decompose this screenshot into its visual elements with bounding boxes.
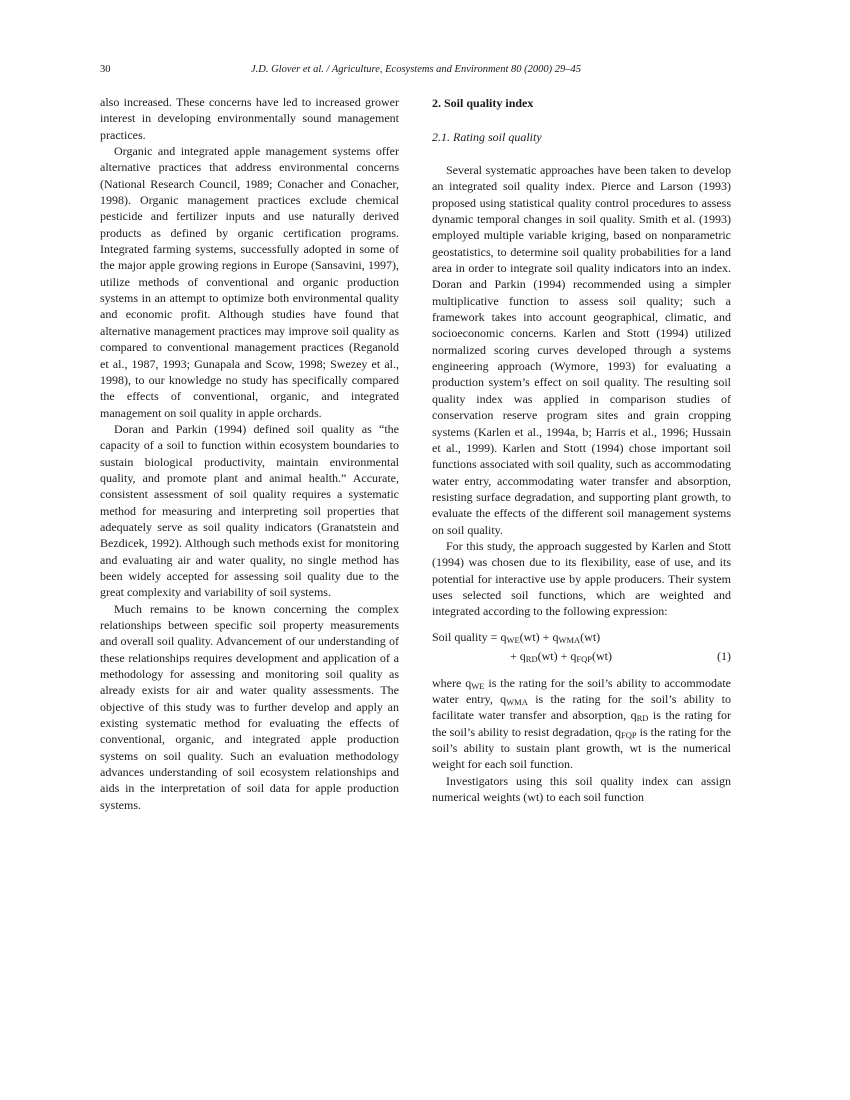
paragraph: Doran and Parkin (1994) defined soil quality as “the capacity of a soil to function within ecosystem boundaries to sustain biological productivity, maintain environmental quality, and promote plant and animal health.” Accurate, consistent assessment of soil quality requires a systematic method for measuring and interpreting soil properties that adequately serve as soil quality indicators (Granatstein and Bezdicek, 1992). Although such methods exist for monitoring and evaluating air and water quality, no single method has been widely accepted for assessing soil quality due to the great complexity and variability of soil systems. (100, 421, 399, 600)
running-head: J.D. Glover et al. / Agriculture, Ecosystems and Environment 80 (2000) 29–45 (250, 64, 581, 75)
paragraph: Much remains to be known concerning the complex relationships between specific soil property measurements and overall soil quality. Advancement of our understanding of these relationships requires development and application of a methodology for assessing and monitoring soil quality as already exists for air and water quality assessments. The objective of this study was to further develop and apply an existing systematic method for evaluating the effects of conventional, organic, and integrated apple production systems on soil quality. Such an evaluation methodology advances understanding of soil ecosystem relationships and aids in the interpretation of soil data for apple production systems. (100, 601, 399, 812)
paragraph: also increased. These concerns have led to increased grower interest in developing environmentally sound management practices. (100, 95, 399, 142)
section-heading: 2. Soil quality index (432, 96, 534, 110)
equation-line-2: + $q_{RD}(wt) + q_{FQP}(wt)$ (510, 648, 612, 664)
paragraph: For this study, the approach suggested by Karlen and Stott (1994) was chosen due to its flexibility, ease of use, and its potential for interactive use by apple producers. Their system uses selected soil functions, which are weighted and integrated according to the following expression: (432, 538, 731, 619)
page-number: 30 (100, 64, 111, 75)
equation-number: (1) (717, 648, 731, 663)
right-column (432, 94, 731, 805)
paragraph: where $q_{WE}$ is the rating for the soil’s ability to accommodate water entry, $q_{WMA}$ is the rating for the soil’s ability to facilitate water transfer and absorption, $q_{RD}$ is the rating for the soil’s ability to resist degradation, $q_{FQP}$ is the rating for the soil’s ability to sustain plant growth, wt is the numerical weight for each soil function. (432, 675, 732, 772)
equation-1 (432, 629, 731, 666)
page-header (100, 62, 732, 78)
paragraph: Investigators using this soil quality index can assign numerical weights (wt) to each soil function (432, 773, 731, 805)
paragraph: Organic and integrated apple management systems offer alternative practices that address environmental concerns (National Research Council, 1989; Conacher and Conacher, 1998). Organic management practices exclude chemical pesticide and fertilizer inputs and use naturally derived products as defined by organic certification programs. Integrated farming systems, successfully adopted in some of the major apple growing regions in Europe (Sansavini, 1997), utilize methods of conventional and organic production systems in an attempt to optimize both environmental quality and economic profit. Although studies have found that alternative management practices may improve soil quality as compared to conventional management practices (Reganold et al., 1987, 1993; Gunapala and Scow, 1998; Swezey et al., 1998), to our knowledge no study has specifically compared the effects of conventional, organic, and integrated management on soil quality in apple orchards. (100, 144, 399, 420)
equation-line-1: Soil quality = $q_{WE}(wt) + q_{WMA}(wt)$ (432, 629, 601, 645)
subsection-heading: 2.1. Rating soil quality (432, 130, 542, 144)
paragraph: Several systematic approaches have been taken to develop an integrated soil quality index. Pierce and Larson (1993) proposed using statistical quality control procedures to assess dynamic temporal changes in soil quality. Smith et al. (1993) employed multiple variable kriging, based on nonparametric geostatistics, to determine soil quality probabilities for a land area in order to integrate soil quality indicators into an index. Doran and Parkin (1994) recommended using a simpler multiplicative function to assess soil quality; such a framework takes into account geographical, climatic, and socioeconomic concerns. Karlen and Stott (1994) utilized normalized scoring curves developed through a systems engineering approach (Wymore, 1993) for evaluating a production system’s effect on soil quality. The resulting soil quality index was applied in comparison studies of conservation reserve program sites and grain cropping systems (Karlen et al., 1994a, b; Harris et al., 1996; Hussain et al., 1999). Karlen and Stott (1994) chose important soil functions associated with soil quality, such as accommodating water entry, accommodating water transfer and absorption, resisting surface degradation, and supporting plant growth, to evaluate the effects of the different soil management systems on soil quality. (432, 163, 731, 537)
left-column (100, 94, 399, 813)
